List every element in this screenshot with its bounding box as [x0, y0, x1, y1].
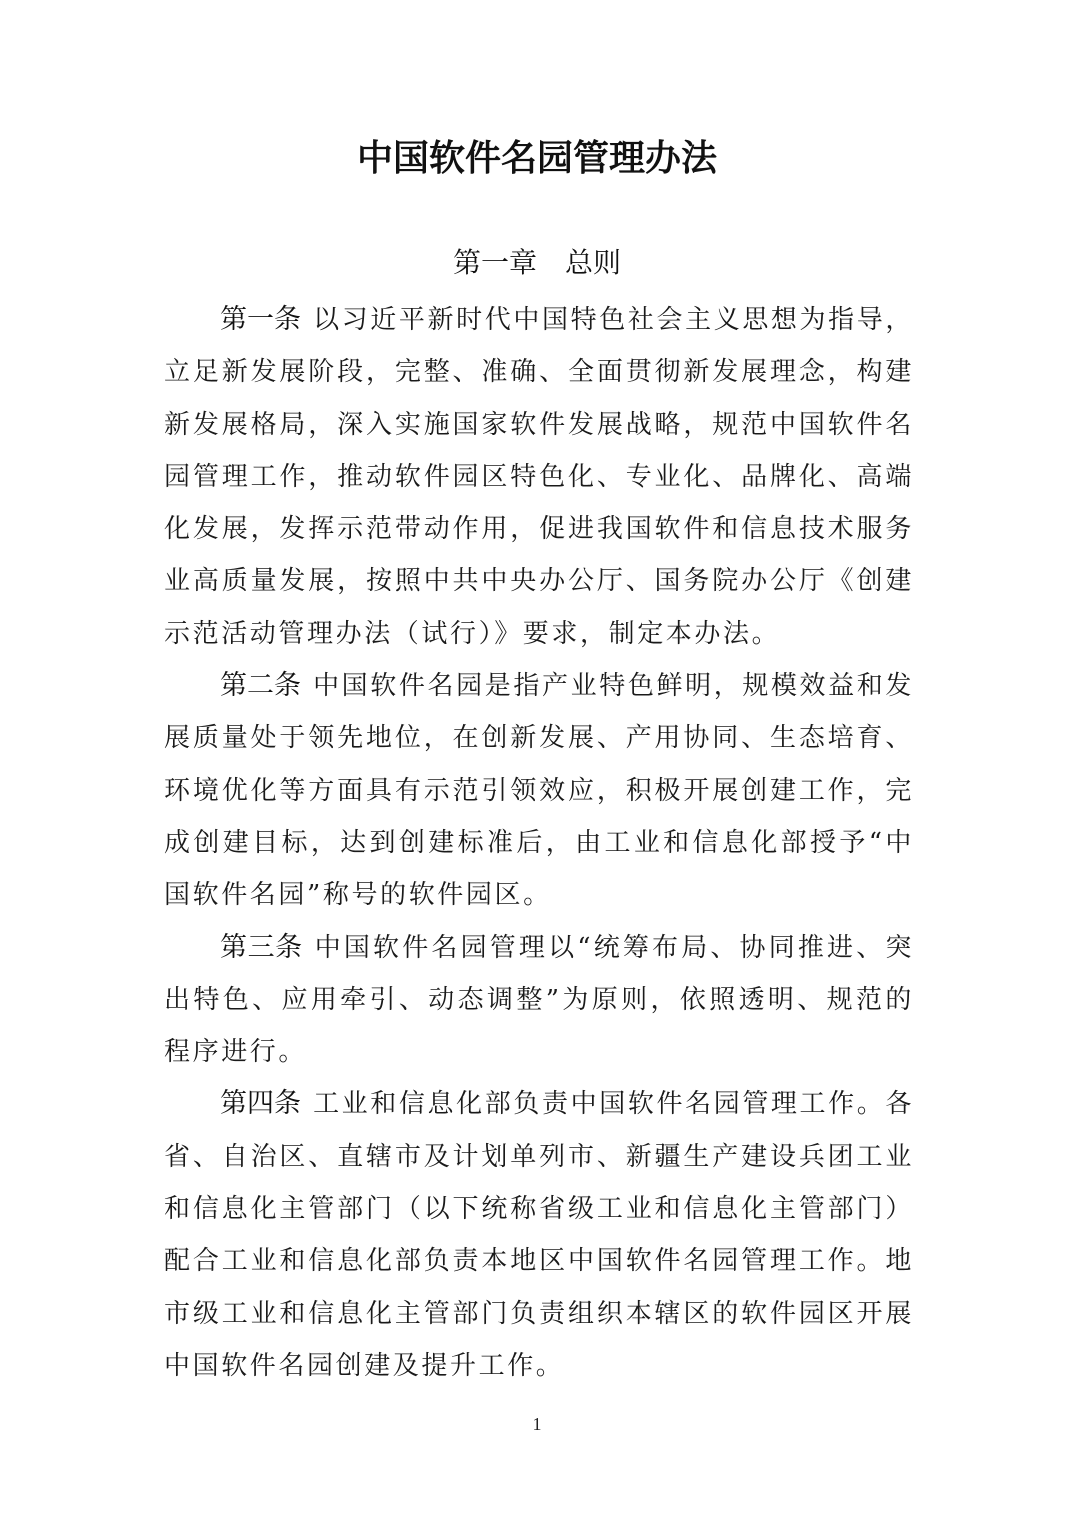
- article-label: 第三条: [220, 931, 303, 963]
- article-paragraph-2: [164, 660, 914, 921]
- article-text: 中国软件名园管理以“统筹布局、协同推进、突出特色、应用牵引、动态调整”为原则，依照透明、规范的程序进行。: [164, 932, 914, 1068]
- article-paragraph-1: [164, 294, 914, 660]
- page-number: 1: [532, 1414, 542, 1434]
- chapter-heading: 第一章 总则: [452, 246, 621, 279]
- document-title: 中国软件名园管理办法: [356, 138, 717, 179]
- article-text: 以习近平新时代中国特色社会主义思想为指导，立足新发展阶段，完整、准确、全面贯彻新发展理念，构建新发展格局，深入实施国家软件发展战略，规范中国软件名园管理工作，推动软件园区特色化、专业化、品牌化、高端化发展，发挥示范带动作用，促进我国软件和信息技术服务业高质量发展，按照中共中央办公厅、国务院办公厅《创建示范活动管理办法（试行）》要求，制定本办法。: [164, 305, 915, 649]
- article-label: 第四条: [220, 1088, 302, 1120]
- article-label: 第二条: [220, 670, 302, 702]
- article-text: 中国软件名园是指产业特色鲜明，规模效益和发展质量处于领先地位，在创新发展、产用协同、生态培育、环境优化等方面具有示范引领效应，积极开展创建工作，完成创建目标，达到创建标准后，由工业和信息化部授予“中国软件名园”称号的软件园区。: [164, 671, 915, 911]
- article-text: 工业和信息化部负责中国软件名园管理工作。各省、自治区、直辖市及计划单列市、新疆生产建设兵团工业和信息化主管部门（以下统称省级工业和信息化主管部门）配合工业和信息化部负责本地区中国软件名园管理工作。地市级工业和信息化主管部门负责组织本辖区的软件园区开展中国软件名园创建及提升工作。: [164, 1089, 915, 1381]
- article-paragraph-4: [164, 1078, 914, 1392]
- article-paragraph-3: [164, 922, 914, 1079]
- article-label: 第一条: [220, 304, 302, 335]
- document-body: [164, 294, 914, 1392]
